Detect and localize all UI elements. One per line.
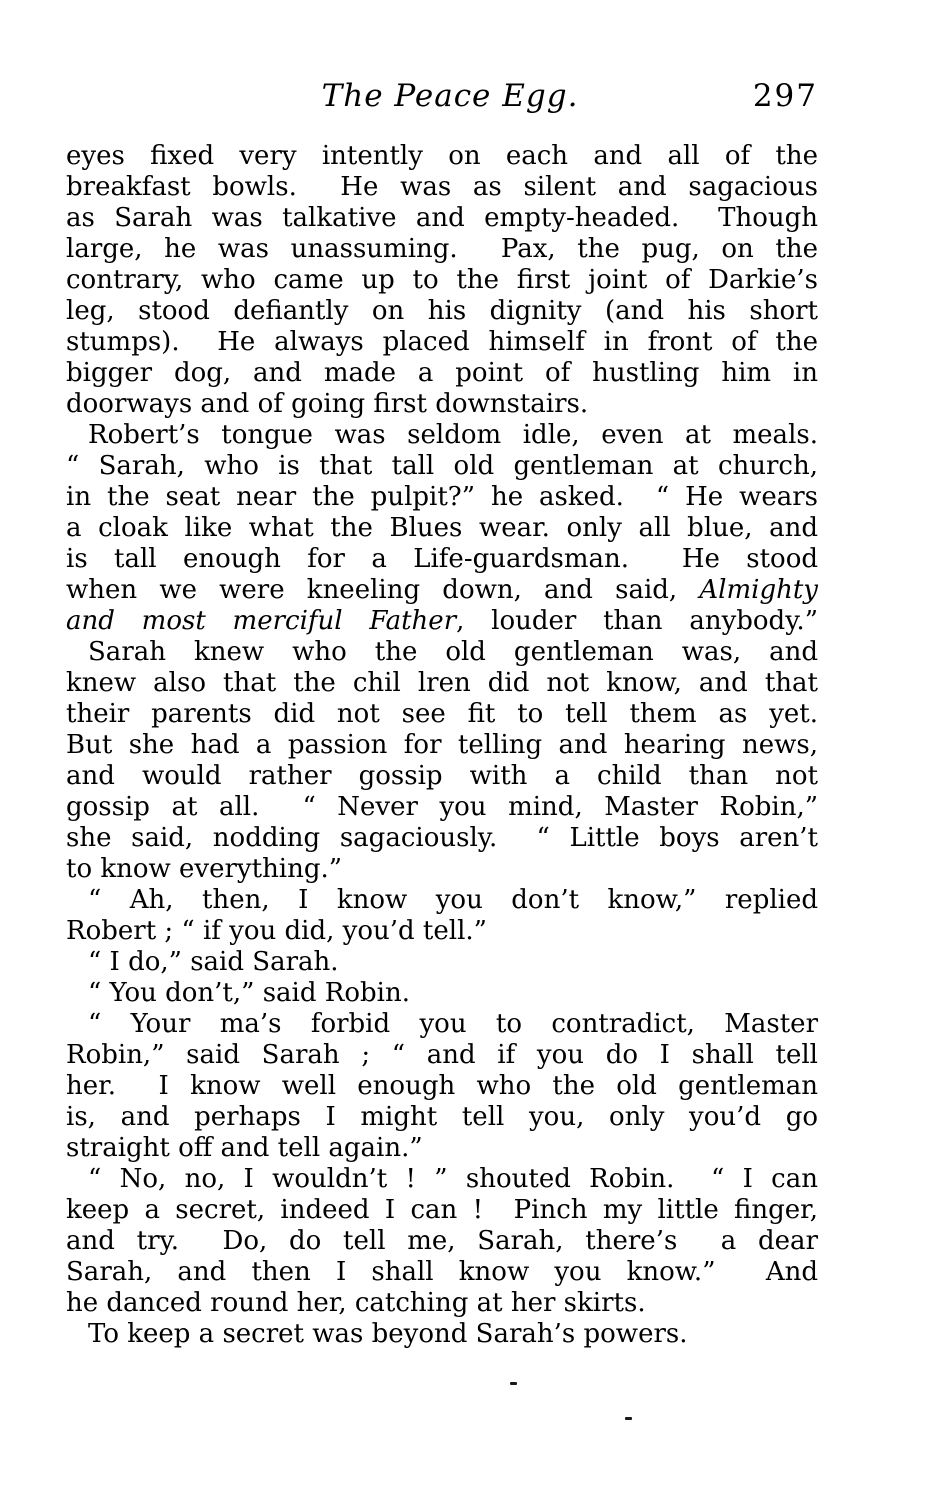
text-line	[66, 1288, 818, 1319]
text-segment: contrary, who came up to the first joint of Darkie’s	[66, 265, 818, 295]
text-line	[66, 606, 818, 637]
ink-speck	[625, 1417, 632, 1420]
text-line	[66, 1040, 818, 1071]
text-segment: bigger dog, and made a point of hustling him in	[66, 358, 818, 388]
text-segment: as Sarah was talkative and empty-headed. Though	[66, 203, 818, 233]
text-segment: is, and perhaps I might tell you, only you’d go	[66, 1102, 818, 1132]
text-segment: keep a secret, indeed I can ! Pinch my little finger,	[66, 1195, 818, 1225]
text-line	[66, 668, 818, 699]
text-line	[66, 978, 818, 1009]
text-segment: in the seat near the pulpit?” he asked. “ He wears	[66, 482, 818, 512]
text-segment: eyes fixed very intently on each and all of the	[66, 141, 818, 171]
text-line	[66, 265, 818, 296]
text-line	[66, 947, 818, 978]
text-line	[66, 792, 818, 823]
text-segment: when we were kneeling down, and said,	[66, 575, 700, 605]
text-segment: her. I know well enough who the old gentleman	[66, 1071, 818, 1101]
text-line	[66, 420, 818, 451]
text-line	[66, 234, 818, 265]
text-segment: knew also that the chil lren did not know, and that	[66, 668, 818, 698]
text-segment: he danced round her, catching at her skirts.	[66, 1288, 646, 1318]
italic-text: and most merciful Father	[66, 606, 457, 636]
text-line	[66, 1257, 818, 1288]
text-line	[66, 1195, 818, 1226]
text-segment: To keep a secret was beyond Sarah’s powers.	[88, 1319, 688, 1349]
text-line	[66, 1226, 818, 1257]
text-segment: “ Your ma’s forbid you to contradict, Master	[88, 1009, 818, 1039]
text-segment: a cloak like what the Blues wear. only all blue, and	[66, 513, 818, 543]
text-segment: their parents did not see fit to tell them as yet.	[66, 699, 818, 729]
text-line	[66, 1071, 818, 1102]
text-segment: doorways and of going first downstairs.	[66, 389, 589, 419]
text-segment: “ No, no, I wouldn’t ! ” shouted Robin. “ I can	[88, 1164, 818, 1194]
text-line	[66, 916, 818, 947]
text-line	[66, 637, 818, 668]
text-segment: breakfast bowls. He was as silent and sagacious	[66, 172, 818, 202]
text-segment: “ Ah, then, I know you don’t know,” replied	[88, 885, 818, 915]
text-segment: But she had a passion for telling and hearing news,	[66, 730, 818, 760]
text-line	[66, 358, 818, 389]
text-segment: stumps). He always placed himself in front of the	[66, 327, 818, 357]
text-line	[66, 1319, 818, 1350]
page-text	[66, 141, 818, 1350]
text-segment: she said, nodding sagaciously. “ Little boys aren’t	[66, 823, 818, 853]
running-header	[66, 76, 818, 116]
text-line	[66, 451, 818, 482]
text-line	[66, 327, 818, 358]
ink-speck	[510, 1382, 517, 1385]
text-segment: straight off and tell again.”	[66, 1133, 423, 1163]
text-segment: leg, stood defiantly on his dignity (and his short	[66, 296, 818, 326]
text-line	[66, 1009, 818, 1040]
text-line	[66, 854, 818, 885]
text-line	[66, 482, 818, 513]
text-line	[66, 141, 818, 172]
text-line	[66, 730, 818, 761]
text-line	[66, 885, 818, 916]
text-line	[66, 699, 818, 730]
text-line	[66, 1133, 818, 1164]
text-line	[66, 544, 818, 575]
text-segment: to know everything.”	[66, 854, 343, 884]
text-segment: Robert’s tongue was seldom idle, even at meals.	[88, 420, 818, 450]
text-segment: , louder than anybody.”	[456, 606, 818, 636]
text-line	[66, 1164, 818, 1195]
text-segment: large, he was unassuming. Pax, the pug, on the	[66, 234, 818, 264]
text-segment: and try. Do, do tell me, Sarah, there’s a dear	[66, 1226, 818, 1256]
text-line	[66, 1102, 818, 1133]
text-line	[66, 823, 818, 854]
text-segment: is tall enough for a Life-guardsman. He stood	[66, 544, 818, 574]
chapter-title: The Peace Egg.	[321, 78, 579, 114]
text-line	[66, 172, 818, 203]
text-line	[66, 296, 818, 327]
text-segment: Robert ; “ if you did, you’d tell.”	[66, 916, 487, 946]
text-segment: Sarah, and then I shall know you know.” And	[66, 1257, 818, 1287]
text-segment: “ I do,” said Sarah.	[88, 947, 339, 977]
text-segment: Robin,” said Sarah ; “ and if you do I shall tell	[66, 1040, 818, 1070]
text-line	[66, 203, 818, 234]
text-line	[66, 513, 818, 544]
page-number: 297	[752, 78, 818, 114]
text-line	[66, 389, 818, 420]
text-segment: gossip at all. “ Never you mind, Master Robin,”	[66, 792, 818, 822]
text-line	[66, 761, 818, 792]
text-segment: and would rather gossip with a child than not	[66, 761, 818, 791]
text-segment: “ Sarah, who is that tall old gentleman at church,	[66, 451, 818, 481]
italic-text: Almighty	[699, 575, 818, 605]
text-line	[66, 575, 818, 606]
text-segment: Sarah knew who the old gentleman was, and	[88, 637, 818, 667]
text-segment: “ You don’t,” said Robin.	[88, 978, 410, 1008]
